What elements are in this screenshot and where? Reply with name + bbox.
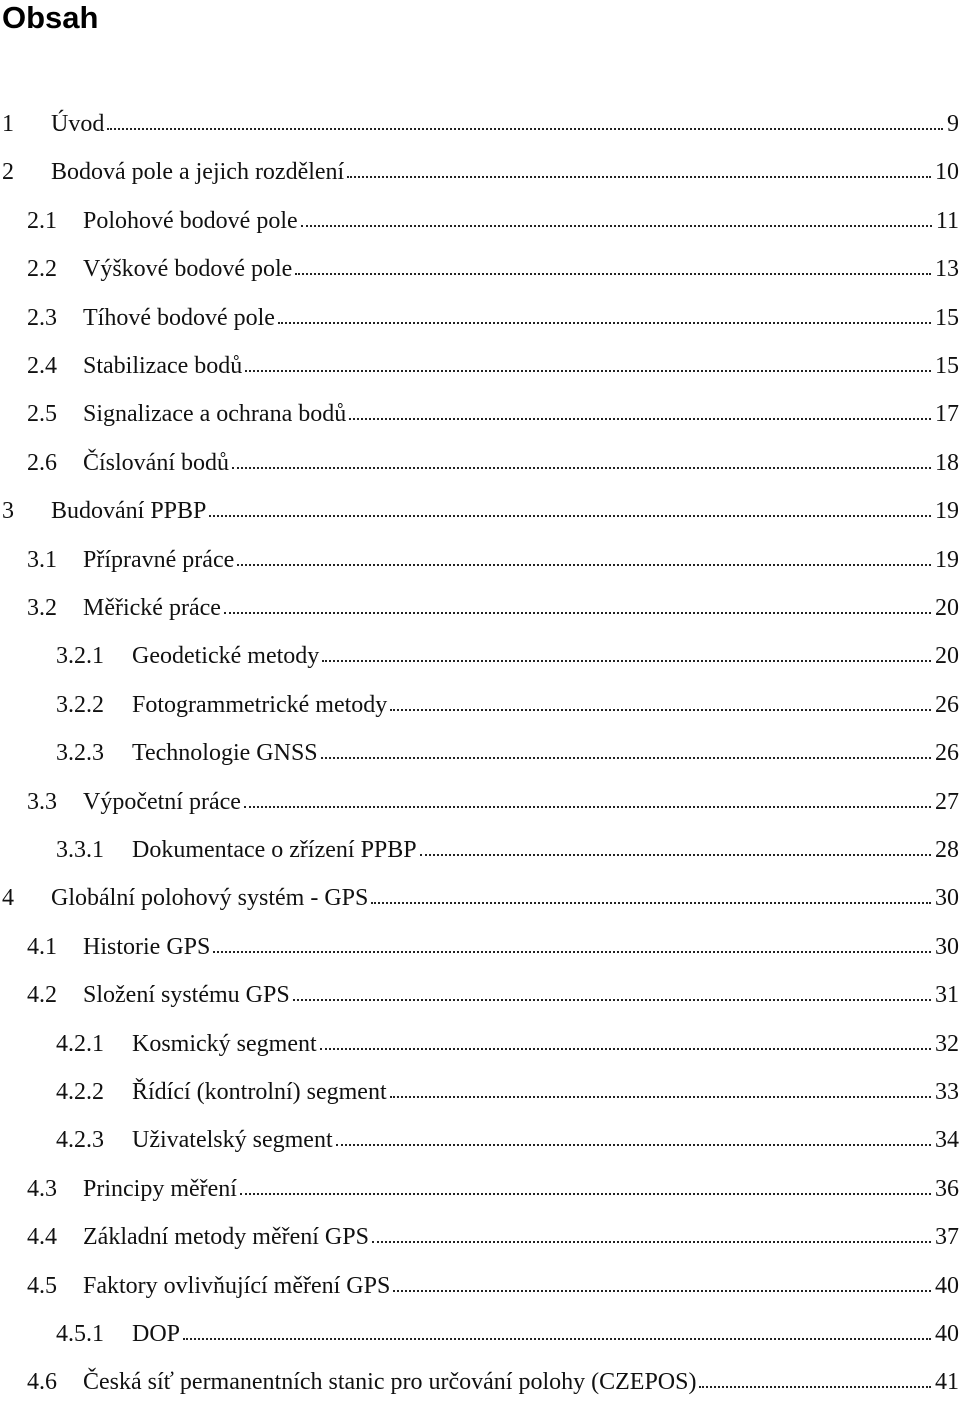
toc-entry-page-number: 30: [935, 885, 959, 912]
toc-entry-title[interactable]: Číslování bodů: [83, 449, 230, 476]
toc-entry-line: [51, 874, 960, 922]
toc-entry-line: [83, 197, 960, 245]
toc-entry-page-number: 26: [935, 740, 959, 767]
toc-entry-page-number: 15: [935, 353, 959, 379]
toc-entry-line: [83, 294, 960, 342]
toc-entry[interactable]: [0, 294, 960, 342]
toc-entry-number: 3.2.2: [56, 691, 104, 718]
toc-entry-number: 2: [2, 159, 14, 186]
toc-entry[interactable]: [0, 778, 960, 826]
dot-leader: [321, 757, 931, 759]
toc-entry-title[interactable]: Budování PPBP: [51, 498, 207, 525]
toc-entry-title[interactable]: Řídící (kontrolní) segment: [132, 1079, 387, 1105]
toc-entry-page-number: 15: [935, 304, 959, 331]
dot-leader: [371, 902, 931, 904]
toc-entry-title[interactable]: Globální polohový systém - GPS: [51, 885, 369, 912]
toc-entry-number: 2.5: [27, 401, 57, 428]
toc-entry-number: 4.5: [27, 1272, 57, 1299]
toc-entry-line: [83, 342, 960, 390]
dot-leader: [336, 1144, 931, 1146]
dot-leader: [295, 273, 931, 275]
toc-entry-line: [83, 1213, 960, 1261]
toc-entry[interactable]: [0, 1310, 960, 1358]
toc-entry-line: [132, 1116, 960, 1164]
toc-entry-line: [83, 536, 960, 584]
toc-entry-page-number: 19: [935, 498, 959, 525]
toc-entry-title[interactable]: Výškové bodové pole: [83, 256, 293, 283]
toc-entry-page-number: 9: [947, 111, 959, 137]
toc-entry-page-number: 11: [935, 207, 959, 234]
toc-entry-page-number: 18: [935, 449, 959, 476]
toc-entry[interactable]: [0, 1262, 960, 1310]
toc-entry-line: [132, 681, 960, 729]
toc-entry-page-number: 33: [935, 1079, 959, 1105]
toc-entry[interactable]: [0, 487, 960, 535]
toc-entry[interactable]: [0, 1020, 960, 1068]
toc-entry-title[interactable]: DOP: [132, 1321, 181, 1347]
dot-leader: [322, 660, 931, 662]
toc-entry-line: [51, 148, 960, 196]
toc-entry[interactable]: [0, 632, 960, 680]
toc-entry[interactable]: [0, 1213, 960, 1261]
dot-leader: [107, 128, 943, 130]
dot-leader: [390, 1096, 931, 1098]
toc-entry[interactable]: [0, 197, 960, 245]
toc-entry-number: 4.2.2: [56, 1079, 104, 1105]
dot-leader: [240, 1193, 931, 1195]
toc-entry-number: 3.3: [27, 788, 57, 815]
toc-entry-number: 2.1: [27, 207, 57, 234]
toc-entry-line: [83, 1262, 960, 1310]
toc-entry-number: 4.2: [27, 982, 57, 1009]
toc-entry-title[interactable]: Technologie GNSS: [132, 740, 318, 767]
toc-entry-title[interactable]: Bodová pole a jejich rozdělení: [51, 159, 345, 186]
toc-entry-title[interactable]: Uživatelský segment: [132, 1127, 333, 1154]
toc-entry-title[interactable]: Přípravné práce: [83, 546, 235, 573]
dot-leader: [349, 418, 931, 420]
toc-entry-page-number: 10: [935, 159, 959, 186]
dot-leader: [213, 951, 931, 953]
dot-leader: [293, 999, 931, 1001]
toc-entry-page-number: 41: [935, 1369, 959, 1396]
dot-leader: [390, 709, 931, 711]
toc-entry-number: 3.2.1: [56, 643, 104, 670]
toc-entry-page-number: 34: [935, 1127, 959, 1154]
toc-entry-page-number: 30: [935, 933, 959, 960]
toc-entry-title[interactable]: Polohové bodové pole: [83, 207, 298, 234]
toc-entry-number: 4.4: [27, 1224, 57, 1251]
toc-entry-number: 4: [2, 885, 14, 912]
toc-entry-page-number: 32: [935, 1030, 959, 1057]
toc-entry-title[interactable]: Dokumentace o zřízení PPBP: [132, 837, 417, 863]
toc-entry-page-number: 28: [935, 837, 959, 863]
toc-entry-number: 3: [2, 498, 14, 525]
toc-entry-number: 4.6: [27, 1369, 57, 1396]
dot-leader: [347, 176, 931, 178]
toc-entry[interactable]: [0, 584, 960, 632]
toc-entry[interactable]: [0, 1068, 960, 1116]
toc-entry-page-number: 31: [935, 982, 959, 1009]
toc-entry[interactable]: [0, 681, 960, 729]
toc-entry-title[interactable]: Stabilizace bodů: [83, 353, 243, 379]
toc-entry-number: 4.5.1: [56, 1321, 104, 1347]
toc-entry[interactable]: [0, 1165, 960, 1213]
toc-entry[interactable]: [0, 148, 960, 196]
toc-entry[interactable]: [0, 342, 960, 390]
toc-entry[interactable]: [0, 439, 960, 487]
toc-entry-title[interactable]: Faktory ovlivňující měření GPS: [83, 1272, 391, 1299]
toc-entry-line: [132, 729, 960, 777]
toc-entry-number: 2.3: [27, 304, 57, 331]
dot-leader: [244, 806, 931, 808]
toc-entry[interactable]: [0, 1116, 960, 1164]
dot-leader: [699, 1386, 931, 1388]
toc-entry-title[interactable]: Složení systému GPS: [83, 982, 290, 1009]
toc-entry-title[interactable]: Měřické práce: [83, 595, 221, 621]
toc-entry-line: [51, 487, 960, 535]
toc-entry[interactable]: [0, 536, 960, 584]
toc-entry-page-number: 13: [935, 256, 959, 283]
dot-leader: [420, 854, 931, 856]
toc-entry-page-number: 19: [935, 546, 959, 573]
toc-entry[interactable]: [0, 923, 960, 971]
toc-entry-number: 2.4: [27, 353, 57, 379]
toc-entry-page-number: 20: [935, 643, 959, 670]
toc-entry[interactable]: [0, 826, 960, 874]
toc-entry-number: 4.1: [27, 933, 57, 960]
toc-entry-number: 2.6: [27, 449, 57, 476]
toc-entry-number: 4.3: [27, 1175, 57, 1202]
toc-entry[interactable]: [0, 874, 960, 922]
toc-entry-page-number: 40: [935, 1272, 959, 1299]
toc-entry[interactable]: [0, 245, 960, 293]
toc-entry-line: [83, 439, 960, 487]
toc-entry-title[interactable]: Úvod: [51, 111, 105, 137]
toc-entry-line: [132, 826, 960, 874]
dot-leader: [183, 1338, 931, 1340]
toc-entry[interactable]: [0, 971, 960, 1019]
dot-leader: [372, 1241, 931, 1243]
dot-leader: [224, 612, 931, 614]
toc-entry-line: [83, 778, 960, 826]
toc-entry-title[interactable]: Česká síť permanentních stanic pro určování polohy (CZEPOS): [83, 1369, 697, 1396]
toc-entry-line: [83, 390, 960, 438]
toc-entry-page-number: 36: [935, 1175, 959, 1202]
toc-entry-line: [83, 971, 960, 1019]
toc-entry-page-number: 27: [935, 788, 959, 815]
toc-entry-line: [132, 1310, 960, 1358]
toc-entry-title[interactable]: Signalizace a ochrana bodů: [83, 401, 347, 428]
toc-entry-title[interactable]: Výpočetní práce: [83, 788, 241, 815]
toc-entry-page-number: 40: [935, 1321, 959, 1347]
dot-leader: [232, 467, 931, 469]
toc-entry-title[interactable]: Geodetické metody: [132, 643, 320, 670]
toc-entry[interactable]: [0, 390, 960, 438]
toc-entry-page-number: 20: [935, 595, 959, 621]
toc-entry-line: [83, 584, 960, 632]
toc-entry-number: 1: [2, 111, 14, 137]
toc-entry-page-number: 26: [935, 691, 959, 718]
toc-entry-page-number: 17: [935, 401, 959, 428]
toc-entry-line: [83, 245, 960, 293]
toc-entry-line: [132, 632, 960, 680]
toc-entry-number: 3.2: [27, 595, 57, 621]
toc-entry[interactable]: [0, 729, 960, 777]
toc-entry-number: 3.3.1: [56, 837, 104, 863]
toc-entry-number: 3.1: [27, 546, 57, 573]
toc-entry-number: 2.2: [27, 256, 57, 283]
toc-entry-line: [83, 923, 960, 971]
dot-leader: [209, 515, 931, 517]
toc-entry-number: 3.2.3: [56, 740, 104, 767]
toc-entry[interactable]: [0, 100, 960, 148]
dot-leader: [237, 564, 931, 566]
toc-entry-line: [51, 100, 960, 148]
dot-leader: [393, 1290, 931, 1292]
toc-entry-line: [132, 1068, 960, 1116]
toc-entry-line: [132, 1020, 960, 1068]
toc-entry-title[interactable]: Kosmický segment: [132, 1030, 317, 1057]
toc-entry-title[interactable]: Historie GPS: [83, 933, 211, 960]
dot-leader: [245, 370, 931, 372]
toc-entry-number: 4.2.1: [56, 1030, 104, 1057]
dot-leader: [301, 225, 932, 227]
toc-entry-page-number: 37: [935, 1224, 959, 1251]
toc-entry-line: [83, 1165, 960, 1213]
toc-entry-title[interactable]: Základní metody měření GPS: [83, 1224, 369, 1251]
toc-entry-title[interactable]: Tíhové bodové pole: [83, 304, 275, 331]
dot-leader: [320, 1048, 931, 1050]
toc-entry-title[interactable]: Fotogrammetrické metody: [132, 691, 388, 718]
toc-entry-title[interactable]: Principy měření: [83, 1175, 237, 1202]
page-title: Obsah: [2, 0, 99, 35]
dot-leader: [278, 322, 931, 324]
toc-entry-number: 4.2.3: [56, 1127, 104, 1154]
